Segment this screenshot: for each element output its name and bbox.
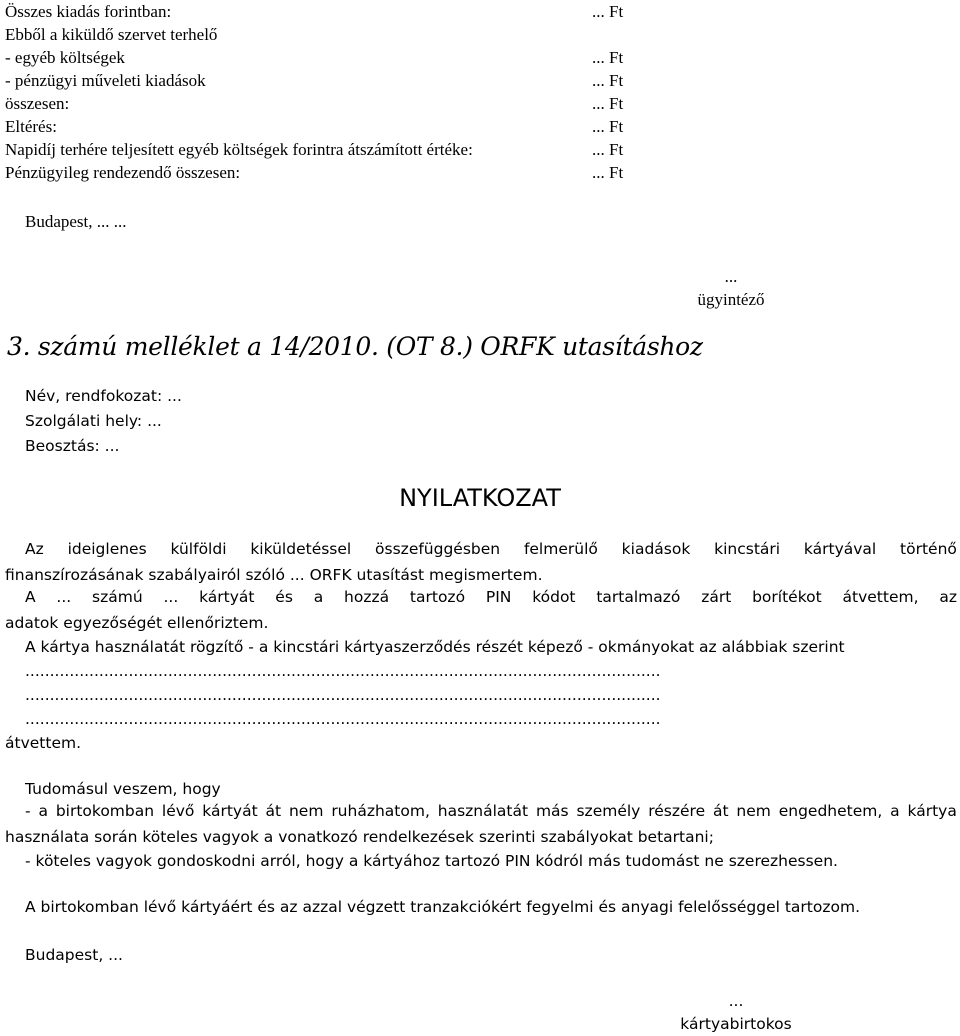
para2-line2: adatok egyezőségét ellenőriztem. (5, 614, 269, 632)
expense-label: Pénzügyileg rendezendő összesen: (5, 163, 241, 182)
word: kincstári (714, 540, 781, 558)
word: Az (25, 540, 44, 558)
expense-label: összesen: (5, 94, 70, 113)
expense-row (5, 117, 955, 140)
word: ... (163, 588, 179, 606)
expense-label: Ebből a kiküldő szervet terhelő (5, 25, 218, 44)
word: tartalmazó (596, 588, 681, 606)
word: kártyával (803, 540, 877, 558)
word: az (939, 588, 957, 606)
word: átvettem, (842, 588, 919, 606)
word: kártyát (202, 802, 258, 820)
place-date-bottom: Budapest, ... (25, 946, 123, 964)
para4-intro: Tudomásul veszem, hogy (25, 780, 221, 798)
para5: A birtokomban lévő kártyáért és az azzal végzett tranzakciókért fegyelmi és anyagi felelősséggel tartozom. (25, 898, 860, 916)
blank-line-1: ................................................................................................................................. (25, 660, 490, 683)
word: használatát (437, 802, 529, 820)
annex-title: 3. számú melléklet a 14/2010. (OT 8.) ORFK utasításhoz (7, 332, 703, 361)
expense-row (5, 48, 955, 71)
blank-line-2: ................................................................................................................................. (25, 684, 490, 707)
expense-label: - egyéb költségek (5, 48, 125, 67)
expense-label: Napidíj terhére teljesített egyéb költségek forintra átszámított értéke: (5, 140, 473, 159)
word: zárt (701, 588, 732, 606)
word: ruházhatom, (331, 802, 430, 820)
para1-line2: finanszírozásának szabályairól szóló ... ORFK utasítást megismertem. (5, 566, 543, 584)
word: kódot (532, 588, 576, 606)
expense-row (5, 94, 955, 117)
word: ... (56, 588, 72, 606)
expense-value: ... Ft (592, 2, 624, 21)
word: számú (92, 588, 143, 606)
word: személy (576, 802, 641, 820)
expense-value: ... Ft (592, 71, 624, 90)
word: - (25, 802, 31, 820)
word: birtokomban (55, 802, 155, 820)
clerk-signature-line: ... (724, 267, 738, 286)
para2-line1 (25, 588, 957, 611)
place-date-top: Budapest, ... ... (25, 212, 127, 231)
expense-label: Összes kiadás forintban: (5, 2, 172, 21)
expense-row (5, 2, 955, 25)
field-duty-station: Szolgálati hely: ... (25, 412, 162, 430)
para4-item1-line2: használata során köteles vagyok a vonatkozó rendelkezések szerinti szabályokat betartani; (5, 828, 714, 846)
dot-fill: .............................................................................................................................. (39, 662, 661, 680)
expense-value: ... Ft (592, 163, 624, 182)
expense-row (5, 71, 955, 94)
word: más (535, 802, 569, 820)
para1-line1 (25, 540, 957, 563)
word: kiadások (621, 540, 691, 558)
clerk-label: ügyintéző (697, 290, 765, 309)
expense-row (5, 25, 955, 48)
word: nem (736, 802, 771, 820)
word: hozzá (344, 588, 390, 606)
word: tartozó (409, 588, 466, 606)
field-position: Beosztás: ... (25, 437, 120, 455)
word: PIN (485, 588, 512, 606)
document-title: NYILATKOZAT (399, 484, 561, 512)
word: kiküldetéssel (250, 540, 352, 558)
word: kártya (907, 802, 957, 820)
expense-label: - pénzügyi műveleti kiadások (5, 71, 206, 90)
word: összefüggésben (375, 540, 501, 558)
expense-row (5, 163, 955, 186)
word: kártyát (199, 588, 255, 606)
para4-item2: - köteles vagyok gondoskodni arról, hogy a kártyához tartozó PIN kódról más tudomást ne szerezhessen. (25, 852, 838, 870)
word: a (38, 802, 48, 820)
holder-signature (570, 990, 902, 1036)
holder-signature-line: ... (728, 992, 744, 1010)
para3-line1: A kártya használatát rögzítő - a kincstári kártyaszerződés részét képező - okmányokat az alábbiak szerint (25, 638, 845, 656)
word: A (25, 588, 36, 606)
dot-fill: .............................................................................................................................. (39, 686, 661, 704)
word: nem (288, 802, 324, 820)
word: át (712, 802, 729, 820)
expense-row (5, 140, 955, 163)
word: külföldi (170, 540, 227, 558)
expense-value: ... Ft (592, 140, 624, 159)
word: történő (900, 540, 957, 558)
blank-line-3: ................................................................................................................................. (25, 708, 490, 731)
expense-label: Eltérés: (5, 117, 57, 136)
word: és (275, 588, 293, 606)
dot-fill: .............................................................................................................................. (39, 710, 661, 728)
field-name-rank: Név, rendfokozat: ... (25, 387, 182, 405)
holder-label: kártyabirtokos (680, 1015, 792, 1033)
expense-value: ... Ft (592, 94, 624, 113)
word: a (890, 802, 900, 820)
word: át (265, 802, 282, 820)
expense-value: ... Ft (592, 117, 624, 136)
word: a (313, 588, 324, 606)
word: felmerülő (523, 540, 598, 558)
word: ideiglenes (67, 540, 147, 558)
word: részére (648, 802, 706, 820)
clerk-signature (600, 265, 862, 311)
para4-item1-line1 (25, 802, 957, 825)
word: borítékot (752, 588, 822, 606)
word: lévő (161, 802, 195, 820)
word: engedhetem, (778, 802, 883, 820)
para3-end: átvettem. (5, 734, 82, 752)
expense-value: ... Ft (592, 48, 624, 67)
